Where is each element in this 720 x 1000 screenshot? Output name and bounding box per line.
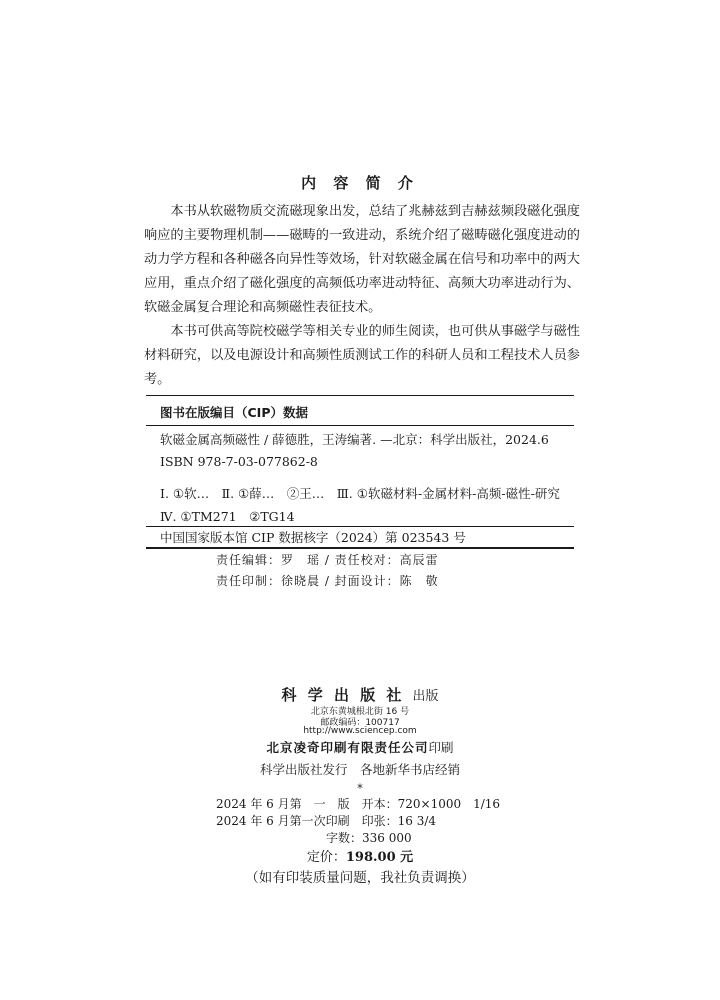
cip-header-rule <box>146 425 574 426</box>
cip-top-rule <box>146 395 574 396</box>
quality-notice: （如有印装质量问题，我社负责调换） <box>245 870 475 886</box>
staff-line-editors: 责任编辑：罗 瑶 / 责任校对：高辰雷 <box>216 553 439 567</box>
separator-star: * <box>357 782 363 795</box>
publisher-name-text: 科 学 出 版 社 <box>281 686 405 704</box>
price-line <box>0 846 720 865</box>
cip-bottom-rule <box>146 547 574 549</box>
summary-body <box>144 200 580 392</box>
spec-edition: 2024 年 6 月第 一 版 开本：720×1000 1/16 <box>216 797 501 811</box>
price-value: 198.00 元 <box>345 850 414 865</box>
price-label: 定价： <box>306 850 346 865</box>
publisher-website: http://www.sciencep.com <box>303 726 417 736</box>
printer-name: 北京凌奇印刷有限责任公司 <box>266 740 429 755</box>
publisher-address: 北京东黄城根北街 16 号 <box>310 707 410 717</box>
summary-paragraph: 本书可供高等院校磁学等相关专业的师生阅读，也可供从事磁学与磁性材料研究，以及电源设计和高频性质测试工作的科研人员和工程技术人员参考。 <box>144 324 580 387</box>
printer-line <box>0 738 720 756</box>
cip-verification: 中国国家版本馆 CIP 数据核字（2024）第 023543 号 <box>160 530 466 545</box>
publisher-postcode: 邮政编码：100717 <box>320 718 400 728</box>
cip-isbn: ISBN 978-7-03-077862-8 <box>160 454 318 469</box>
cip-title-line: 软磁金属高频磁性 / 薛德胜，王涛编著. —北京：科学出版社，2024.6 <box>160 432 549 447</box>
printer-suffix: 印刷 <box>428 740 454 755</box>
staff-line-production: 责任印制：徐晓晨 / 封面设计：陈 敬 <box>216 574 439 588</box>
cip-header: 图书在版编目（CIP）数据 <box>160 405 308 420</box>
publisher-name <box>0 684 720 705</box>
spec-word-count: 字数：336 000 <box>326 831 412 845</box>
distribution-line: 科学出版社发行 各地新华书店经销 <box>259 762 460 777</box>
summary-paragraph: 本书从软磁物质交流磁现象出发，总结了兆赫兹到吉赫兹频段磁化强度响应的主要物理机制——磁畴的一致进动，系统介绍了磁畴磁化强度进动的动力学方程和各种磁各向异性等效场，针对软磁金属在信号和功率中的两大应用，重点介绍了磁化强度的高频低功率进动特征、高频大功率进动行为、软磁金属复合理论和高频磁性表征技术。 <box>144 204 580 315</box>
cip-classification: Ⅰ. ①软… Ⅱ. ①薛… ②王… Ⅲ. ①软磁材料-金属材料-高频-磁性-研究 Ⅳ. ①TM271 ②TG14 <box>160 486 573 524</box>
summary-title: 内 容 简 介 <box>301 174 419 192</box>
spec-printing: 2024 年 6 月第一次印刷 印张：16 3/4 <box>216 814 437 828</box>
publisher-suffix: 出版 <box>412 689 439 704</box>
